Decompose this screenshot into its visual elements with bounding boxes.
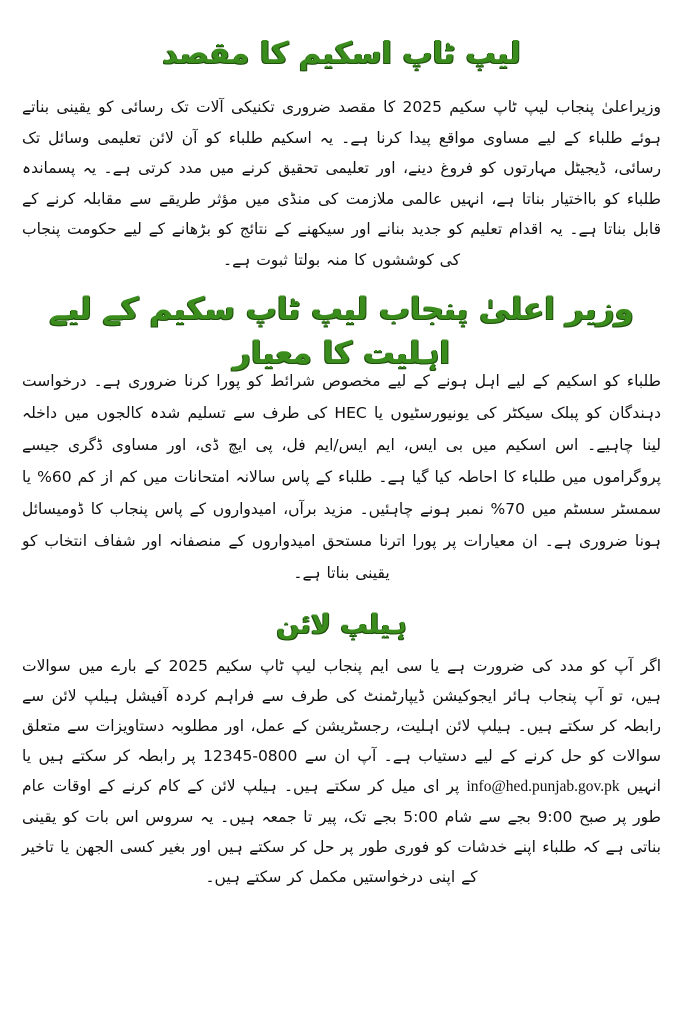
helpline-paragraph (22, 651, 661, 892)
helpline-text-part1: اگر آپ کو مدد کی ضرورت ہے یا سی ایم پنجاب لیپ ٹاپ سکیم 2025 کے بارے میں سوالات ہیں، تو آپ پنجاب ہائر ایجوکیشن ڈیپارٹمنٹ کی طرف سے فراہم کردہ آفیشل ہیلپ لائن سے رابطہ کر سکتے ہیں۔ ہیلپ لائن اہلیت، رجسٹریشن کے عمل، اور مطلوبہ دستاویزات سے متعلق سوالات کو حل کرنے کے لیے دستیاب ہے۔ آپ ان سے 0800-12345 پر رابطہ کر سکتے ہیں یا انہیں (22, 657, 661, 795)
purpose-heading: لیپ ٹاپ اسکیم کا مقصد (162, 36, 521, 71)
eligibility-paragraph: طلباء کو اسکیم کے لیے اہل ہونے کے لیے مخصوص شرائط کو پورا کرنا ضروری ہے۔ درخواست دہندگان کو پبلک سیکٹر کی یونیورسٹیوں یا HEC کی طرف سے تسلیم شدہ کالجوں میں داخلہ لینا چاہیے۔ اس اسکیم میں بی ایس، ایم ایس/ایم فل، پی ایچ ڈی، اور مساوی ڈگری جیسے پروگراموں میں طلباء کا احاطہ کیا گیا ہے۔ طلباء کے پاس سالانہ امتحانات میں کم از کم 60% یا سمسٹر سسٹم میں 70% نمبر ہونے چاہئیں۔ مزید برآں، امیدواروں کے پاس پنجاب کا ڈومیسائل ہونا ضروری ہے۔ ان معیارات پر پورا اترنا مستحق امیدواروں کے منصفانہ اور شفاف انتخاب کو یقینی بناتا ہے۔ (22, 372, 661, 582)
purpose-paragraph: وزیراعلیٰ پنجاب لیپ ٹاپ سکیم 2025 کا مقصد ضروری تکنیکی آلات تک رسائی کو یقینی بناتے ہوئے طلباء کے لیے مساوی مواقع پیدا کرنا ہے۔ یہ اسکیم طلباء کو آن لائن تعلیمی وسائل تک رسائی، ڈیجیٹل مہارتوں کو فروغ دینے، اور تعلیمی تحقیق کرنے میں مدد کرتی ہے۔ یہ پسماندہ طلباء کو بااختیار بناتا ہے، انہیں عالمی ملازمت کی منڈی میں مؤثر طریقے سے مقابلہ کرنے کے قابل بناتا ہے۔ یہ اقدام تعلیم کو جدید بنانے اور سیکھنے کے نتائج کو بڑھانے کے لیے حکومت پنجاب کی کوششوں کا منہ بولتا ثبوت ہے۔ (22, 98, 661, 269)
helpline-email[interactable]: info@hed.punjab.gov.pk (466, 778, 620, 795)
helpline-text-part2: پر ای میل کر سکتے ہیں۔ ہیلپ لائن کے کام کرنے کے اوقات عام طور پر صبح 9:00 بجے سے شام 5:00 بجے تک، پیر تا جمعہ ہیں۔ یہ سروس اس بات کو یقینی بناتی ہے کہ طلباء اپنے خدشات کو فوری طور پر حل کر سکتے ہیں اور بغیر کسی الجھن یا تاخیر کے اپنی درخواستیں مکمل کر سکتے ہیں۔ (22, 777, 661, 886)
helpline-heading: ہیلپ لائن (276, 609, 407, 640)
eligibility-heading: وزیر اعلیٰ پنجاب لیپ ٹاپ سکیم کے لیے اہلیت کا معیار (49, 291, 634, 371)
